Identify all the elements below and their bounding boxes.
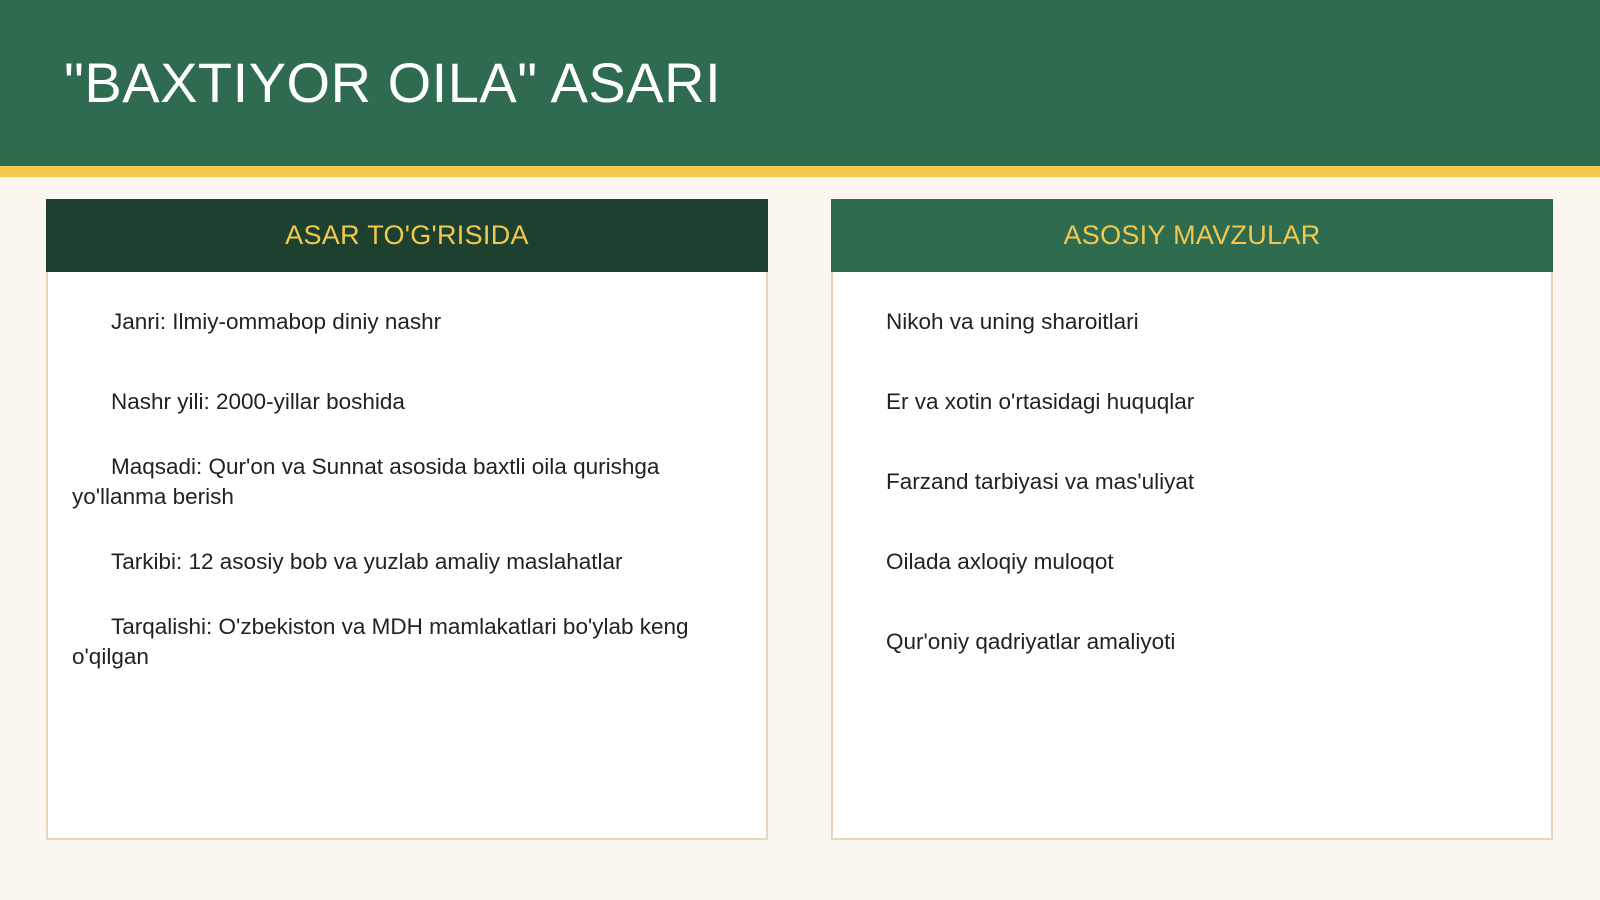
about-item-purpose: Maqsadi: Qur'on va Sunnat asosida baxtli oila qurishga yo'llanma berish	[72, 454, 660, 509]
theme-item-3: Farzand tarbiyasi va mas'uliyat	[886, 469, 1195, 494]
title-banner	[0, 0, 1600, 166]
about-item-structure: Tarkibi: 12 asosiy bob va yuzlab amaliy maslahatlar	[111, 549, 623, 574]
about-card-heading: ASAR TO'G'RISIDA	[285, 220, 529, 250]
theme-item-4: Oilada axloqiy muloqot	[886, 549, 1114, 574]
about-item-year: Nashr yili: 2000-yillar boshida	[111, 389, 405, 414]
accent-stripe	[0, 166, 1600, 177]
theme-item-5: Qur'oniy qadriyatlar amaliyoti	[886, 629, 1176, 654]
themes-card-header	[831, 199, 1553, 272]
themes-card	[831, 199, 1553, 840]
about-item-genre: Janri: Ilmiy-ommabop diniy nashr	[111, 309, 442, 334]
theme-item-1: Nikoh va uning sharoitlari	[886, 309, 1139, 334]
about-item-distribution: Tarqalishi: O'zbekiston va MDH mamlakatlari bo'ylab keng o'qilgan	[72, 614, 689, 669]
about-card-header	[46, 199, 768, 272]
about-card	[46, 199, 768, 840]
theme-item-2: Er va xotin o'rtasidagi huquqlar	[886, 389, 1195, 414]
page-title: "BAXTIYOR OILA" ASARI	[64, 51, 722, 114]
themes-card-heading: ASOSIY MAVZULAR	[1063, 220, 1321, 250]
